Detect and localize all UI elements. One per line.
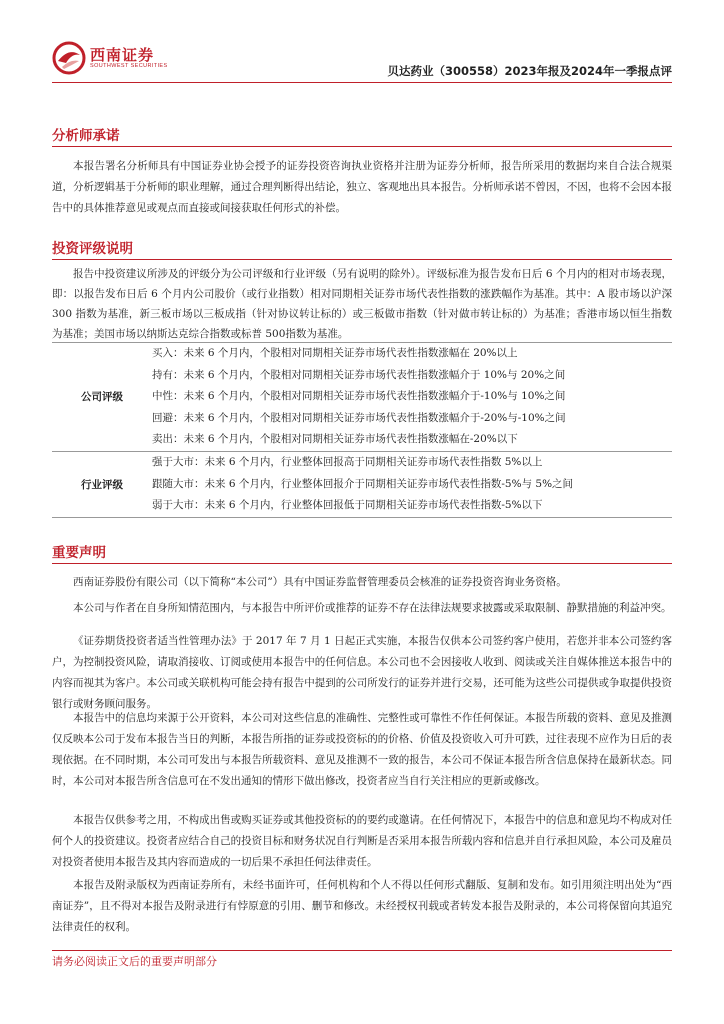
- analyst-commitment-title: 分析师承诺: [52, 128, 120, 144]
- company-logo: [52, 40, 182, 76]
- company-rating-group: [52, 343, 672, 452]
- logo-cn-text: 西南证券: [90, 45, 155, 64]
- header-divider: [52, 82, 672, 83]
- company-rating-sell: 卖出：未来 6 个月内，个股相对同期相关证券市场代表性指数涨幅在-20%以下: [152, 433, 518, 446]
- rating-explanation-title: 投资评级说明: [52, 241, 133, 257]
- industry-rating-market: 跟随大市：未来 6 个月内，行业整体回报介于同期相关证券市场代表性指数-5%与 5%之间: [152, 477, 574, 490]
- disclaimer-divider: [52, 563, 672, 564]
- rating-explanation-divider: [52, 259, 672, 260]
- industry-rating-underperform: 弱于大市：未来 6 个月内，行业整体回报低于同期相关证券市场代表性指数-5%以下: [152, 499, 543, 512]
- disclaimer-paragraph-2: 本公司与作者在自身所知情范围内，与本报告中所评价或推荐的证券不存在法律法规要求披露或采取限制、静默措施的利益冲突。: [73, 602, 672, 614]
- rating-table: [52, 342, 672, 518]
- disclaimer-paragraph-3: 《证券期货投资者适当性管理办法》于 2017 年 7 月 1 日起正式实施，本报告仅供本公司签约客户使用，若您并非本公司签约客户，为控制投资风险，请取消接收、订阅或使用本报告中的任何信息。本公司也不会因接收人收到、阅读或关注自媒体推送本报告中的内容而视其为客户。本公司或关联机构可能会持有报告中提到的公司所发行的证券并进行交易，还可能为这些公司提供或争取提供投资银行或财务顾问服务。: [52, 635, 672, 710]
- disclaimer-title: 重要声明: [52, 545, 106, 561]
- disclaimer-paragraph-4: 本报告中的信息均来源于公开资料，本公司对这些信息的准确性、完整性或可靠性不作任何保证。本报告所载的资料、意见及推测仅反映本公司于发布本报告当日的判断，本报告所指的证券或投资标的的价格、价值及投资收入可升可跌，过往表现不应作为日后的表现依据。在不同时期，本公司可发出与本报告所载资料、意见及推测不一致的报告，本公司不保证本报告所含信息保持在最新状态。同时，本公司对本报告所含信息可在不发出通知的情形下做出修改，投资者应当自行关注相应的更新或修改。: [52, 712, 672, 787]
- company-rating-avoid: 回避：未来 6 个月内，个股相对同期相关证券市场代表性指数涨幅介于-20%与-10%之间: [152, 411, 566, 424]
- disclaimer-paragraph-1: 西南证券股份有限公司（以下简称“本公司”）具有中国证券监督管理委员会核准的证券投资咨询业务资格。: [73, 576, 567, 588]
- disclaimer-paragraph-6: 本报告及附录版权为西南证券所有，未经书面许可，任何机构和个人不得以任何形式翻版、复制和发布。如引用须注明出处为“西南证券”，且不得对本报告及附录进行有悖原意的引用、删节和修改。未经授权刊载或者转发本报告及附录的，本公司将保留向其追究法律责任的权利。: [52, 879, 672, 933]
- footer-divider: [52, 950, 672, 951]
- rating-table-bottom: [52, 517, 672, 518]
- logo-text: [90, 47, 168, 70]
- company-rating-neutral: 中性：未来 6 个月内，个股相对同期相关证券市场代表性指数涨幅介于-10%与 10%之间: [152, 390, 566, 403]
- analyst-commitment-body: 本报告署名分析师具有中国证券业协会授予的证券投资咨询执业资格并注册为证券分析师，报告所采用的数据均来自合法合规渠道，分析逻辑基于分析师的职业理解，通过合理判断得出结论，独立、客观地出具本报告。分析师承诺不曾因，不因，也将不会因本报告中的具体推荐意见或观点而直接或间接获取任何形式的补偿。: [52, 160, 672, 214]
- company-rating-rows: [152, 343, 672, 452]
- industry-rating-rows: [152, 451, 672, 517]
- company-rating-hold: 持有：未来 6 个月内，个股相对同期相关证券市场代表性指数涨幅介于 10%与 20%之间: [152, 368, 566, 381]
- industry-rating-group: [52, 451, 672, 517]
- company-rating-buy: 买入：未来 6 个月内，个股相对同期相关证券市场代表性指数涨幅在 20%以上: [152, 347, 518, 359]
- company-rating-label: 公司评级: [52, 343, 152, 452]
- logo-en-text: SOUTHWEST SECURITIES: [90, 62, 168, 69]
- analyst-commitment-divider: [52, 146, 672, 147]
- report-title: 贝达药业（300558）2023年报及2024年一季报点评: [387, 64, 672, 78]
- industry-rating-outperform: 强于大市：未来 6 个月内，行业整体回报高于同期相关证券市场代表性指数 5%以上: [152, 455, 543, 468]
- rating-explanation-intro: 报告中投资建议所涉及的评级分为公司评级和行业评级（另有说明的除外）。评级标准为报告发布日后 6 个月内的相对市场表现，即：以报告发布日后 6 个月内公司股价（或行业指数）相对同期相关证券市场代表性指数的涨跌幅作为基准。其中：A 股市场以沪深 300 指数为基准，新三板市场以三板成指（针对协议转让标的）或三板做市指数（针对做市转让标的）为基准；香港市场以恒生指数为基准；美国市场以纳斯达克综合指数或标普 500指数为基准。: [52, 268, 672, 340]
- footer-notice: 请务必阅读正文后的重要声明部分: [52, 955, 217, 968]
- disclaimer-paragraph-5: 本报告仅供参考之用，不构成出售或购买证券或其他投资标的的要约或邀请。在任何情况下，本报告中的信息和意见均不构成对任何个人的投资建议。投资者应结合自己的投资目标和财务状况自行判断是否采用本报告所载内容和信息并自行承担风险，本公司及雇员对投资者使用本报告及其内容而造成的一切后果不承担任何法律责任。: [52, 814, 672, 868]
- logo-emblem-icon: [52, 41, 86, 75]
- industry-rating-label: 行业评级: [52, 451, 152, 517]
